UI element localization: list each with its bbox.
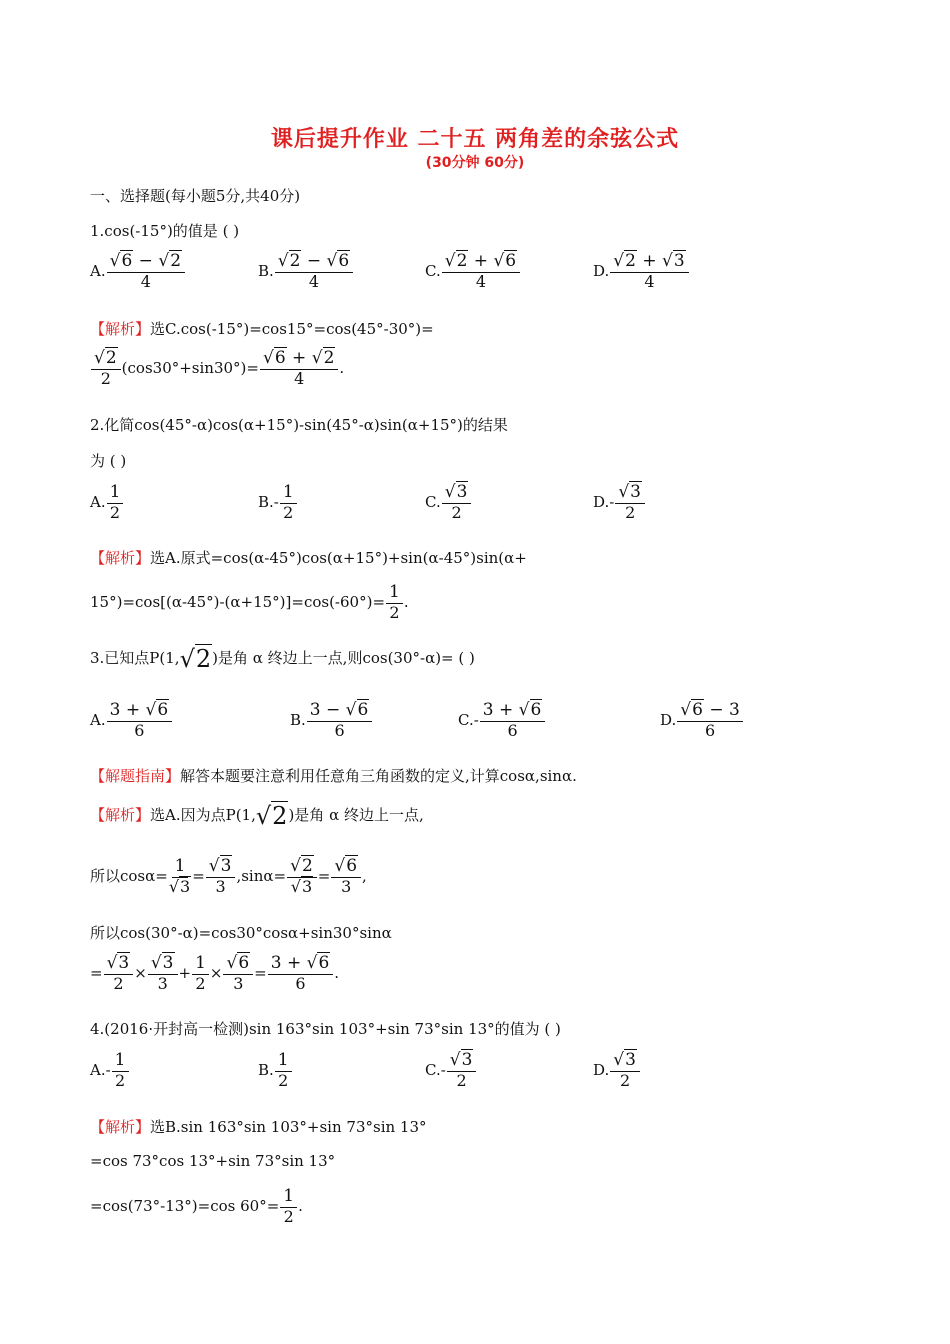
q2-option-a: A. $\frac{1}{2}$	[90, 484, 124, 522]
section-heading: 一、选择题(每小题5分,共40分)	[90, 187, 301, 205]
q1-solution-line1: 【解析】选C.cos(-15°)=cos15°=cos(45°-30°)=	[90, 320, 434, 338]
q4-option-a: A.- $\frac{1}{2}$	[90, 1052, 130, 1090]
q3-solution-line3: 所以cos(30°-α)=cos30°cosα+sin30°sinα	[90, 924, 392, 942]
q1-option-b: B. $\frac{√2 - √6}{4}$	[258, 253, 354, 291]
q4-option-b: B. $\frac{1}{2}$	[258, 1052, 293, 1090]
q3-option-c: C.- $\frac{3 + √6}{6}$	[458, 702, 546, 740]
question-2-stem-line2: 为 ( )	[90, 452, 127, 470]
q2-solution-line1: 【解析】选A.原式=cos(α-45°)cos(α+15°)+sin(α-45°)sin(α+	[90, 549, 527, 567]
q1-option-c: C. $\frac{√2 + √6}{4}$	[425, 253, 521, 291]
q3-option-b: B. $\frac{3 - √6}{6}$	[290, 702, 373, 740]
q3-solution-line2: 所以cosα= $\frac{1}{√3}$ = $\frac{√3}{3}$ ,sinα= $\frac{√2}{√3}$ = $\frac{√6}{3}$ ,	[90, 856, 367, 896]
q2-option-b: B.- $\frac{1}{2}$	[258, 484, 298, 522]
q3-solution-line4: = $\frac{√3}{2}$ × $\frac{√3}{3}$ + $\frac{1}{2}$ × $\frac{√6}{3}$ = $\frac{3 + √6}{6}$ .	[90, 953, 340, 993]
question-3-stem: 3.已知点P(1,√2)是角 α 终边上一点,则cos(30°-α)= ( )	[90, 645, 475, 673]
q3-solution-line1: 【解析】选A.因为点P(1,√2)是角 α 终边上一点,	[90, 802, 424, 830]
q4-option-d: D. $\frac{√3}{2}$	[593, 1052, 641, 1090]
q4-solution-line3: =cos(73°-13°)=cos 60°= $\frac{1}{2}$ .	[90, 1186, 303, 1226]
question-4-stem: 4.(2016·开封高一检测)sin 163°sin 103°+sin 73°sin 13°的值为 ( )	[90, 1020, 561, 1038]
page-subtitle: (30分钟 60分)	[425, 155, 525, 171]
question-2-stem-line1: 2.化简cos(45°-α)cos(α+15°)-sin(45°-α)sin(α+15°)的结果	[90, 416, 508, 434]
q1-option-d: D. $\frac{√2 + √3}{4}$	[593, 253, 690, 291]
q4-solution-line2: =cos 73°cos 13°+sin 73°sin 13°	[90, 1152, 336, 1170]
q2-solution-line2: 15°)=cos[(α-45°)-(α+15°)]=cos(-60°)= $\frac{1}{2}$ .	[90, 582, 409, 622]
q4-option-c: C.- $\frac{√3}{2}$	[425, 1052, 477, 1090]
question-1-stem: 1.cos(-15°)的值是 ( )	[90, 222, 240, 240]
q2-option-c: C. $\frac{√3}{2}$	[425, 484, 472, 522]
page-title: 课后提升作业 二十五 两角差的余弦公式	[270, 127, 680, 152]
q4-solution-line1: 【解析】选B.sin 163°sin 103°+sin 73°sin 13°	[90, 1118, 427, 1136]
q3-guide: 【解题指南】解答本题要注意利用任意角三角函数的定义,计算cosα,sinα.	[90, 767, 577, 785]
q1-option-a: A. $\frac{√6 - √2}{4}$	[90, 253, 186, 291]
q2-option-d: D.- $\frac{√3}{2}$	[593, 484, 646, 522]
q3-option-a: A. $\frac{3 + √6}{6}$	[90, 702, 173, 740]
q3-option-d: D. $\frac{√6 - 3}{6}$	[660, 702, 744, 740]
q1-solution-line2: $\frac{√2}{2}$ (cos30°+sin30°)= $\frac{√6 + √2}{4}$ .	[90, 350, 344, 388]
